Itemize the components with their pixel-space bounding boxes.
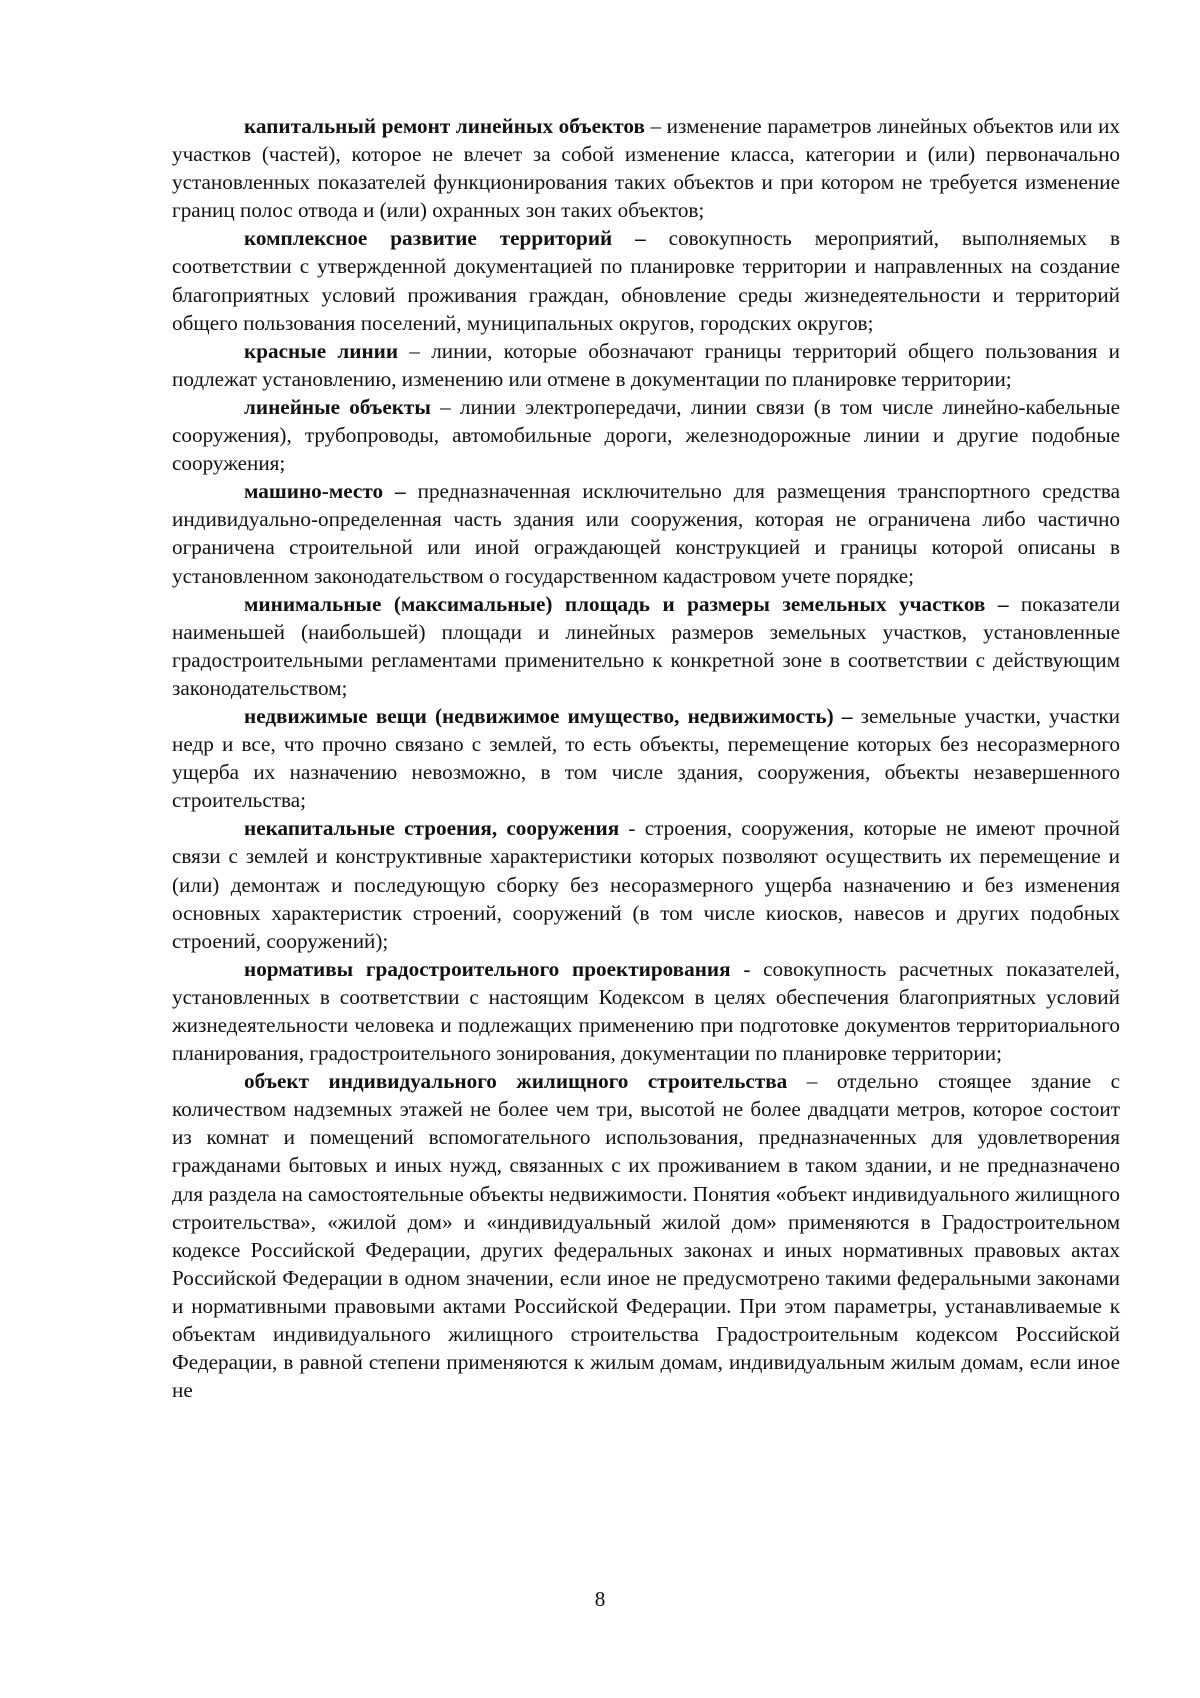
definition-text: земельные участки, участки недр и все, что прочно связано с землей, то есть объекты, перемещение которых без несоразмерного ущерба их назначению невозможно, в том числе здания, сооружения, объекты незавершенного строительства; xyxy=(172,703,1120,813)
definition-text: предназначенная исключительно для размещения транспортного средства индивидуально-определенная часть здания или сооружения, которая не ограничена либо частично ограничена строительной или иной ограждающей конструкцией и границы которой описаны в установленном законодательством о государственном кадастровом учете порядке; xyxy=(172,479,1120,588)
definition-paragraph xyxy=(172,814,1120,954)
page-number: 8 xyxy=(594,1587,606,1611)
definition-text: - совокупность расчетных показателей, установленных в соответствии с настоящим Кодексом в целях обеспечения благоприятных условий жизнедеятельности человека и подлежащих применению при подготовке документов территориального планирования, градостроительного зонирования, документации по планировке территории; xyxy=(172,956,1120,1066)
definition-paragraph xyxy=(172,337,1120,393)
definition-term: красные линии xyxy=(244,338,399,363)
definition-text: – линии, которые обозначают границы территорий общего пользования и подлежат установлению, изменению или отмене в документации по планировке территории; xyxy=(172,338,1120,391)
definition-text: показатели наименьшей (наибольшей) площади и линейных размеров земельных участков, установленные градостроительными регламентами применительно к конкретной зоне в соответствии с действующим законодательством; xyxy=(172,591,1121,700)
definition-paragraph xyxy=(172,477,1120,589)
definition-paragraph xyxy=(172,702,1120,814)
definition-paragraph xyxy=(172,393,1120,477)
definition-paragraph xyxy=(172,112,1120,224)
definition-paragraph xyxy=(172,955,1120,1067)
definition-text: – линии электропередачи, линии связи (в том числе линейно-кабельные сооружения), трубопроводы, автомобильные дороги, железнодорожные линии и другие подобные сооружения; xyxy=(172,394,1120,476)
definition-text: - строения, сооружения, которые не имеют прочной связи с землей и конструктивные характеристики которых позволяют осуществить их перемещение и (или) демонтаж и последующую сборку без несоразмерного ущерба назначению и без изменения основных характеристик строений, сооружений (в том числе киосков, навесов и других подобных строений, сооружений); xyxy=(172,816,1120,953)
definition-term: комплексное развитие территорий – xyxy=(244,226,646,251)
definition-paragraph xyxy=(172,224,1120,336)
definition-term: нормативы градостроительного проектирования xyxy=(244,956,731,981)
document-body xyxy=(172,112,1120,1404)
definition-paragraph xyxy=(172,590,1120,702)
definition-term: недвижимые вещи (недвижимое имущество, недвижимость) – xyxy=(244,703,853,728)
definition-term: машино-место – xyxy=(244,479,406,504)
definition-text: – изменение параметров линейных объектов или их участков (частей), которое не влечет за собой изменение класса, категории и (или) первоначально установленных показателей функционирования таких объектов и при котором не требуется изменение границ полос отвода и (или) охранных зон таких объектов; xyxy=(172,114,1120,223)
definition-paragraph xyxy=(172,1067,1120,1404)
definition-term: некапитальные строения, сооружения xyxy=(244,816,620,841)
definition-term: капитальный ремонт линейных объектов xyxy=(244,114,645,138)
definition-text: совокупность мероприятий, выполняемых в соответствии с утвержденной документацией по планировке территории и направленных на создание благоприятных условий проживания граждан, обновление среды жизнедеятельности и территорий общего пользования поселений, муниципальных округов, городских округов; xyxy=(172,226,1121,335)
definition-term: минимальные (максимальные) площадь и размеры земельных участков – xyxy=(244,591,1009,616)
definition-term: линейные объекты xyxy=(244,394,431,419)
definition-text: – отдельно стоящее здание с количеством надземных этажей не более чем три, высотой не более двадцати метров, которое состоит из комнат и помещений вспомогательного использования, предназначенных для удовлетворения гражданами бытовых и иных нужд, связанных с их проживанием в таком здании, и не предназначено для раздела на самостоятельные объекты недвижимости. Понятия «объект индивидуального жилищного строительства», «жилой дом» и «индивидуальный жилой дом» применяются в Градостроительном кодексе Российской Федерации, других федеральных законах и иных нормативных правовых актах Российской Федерации в одном значении, если иное не предусмотрено такими федеральными законами и нормативными правовыми актами Российской Федерации. При этом параметры, устанавливаемые к объектам индивидуального жилищного строительства Градостроительным кодексом Российской Федерации, в равной степени применяются к жилым домам, индивидуальным жилым домам, если иное не xyxy=(172,1069,1120,1403)
definition-term: объект индивидуального жилищного строительства xyxy=(244,1069,788,1094)
